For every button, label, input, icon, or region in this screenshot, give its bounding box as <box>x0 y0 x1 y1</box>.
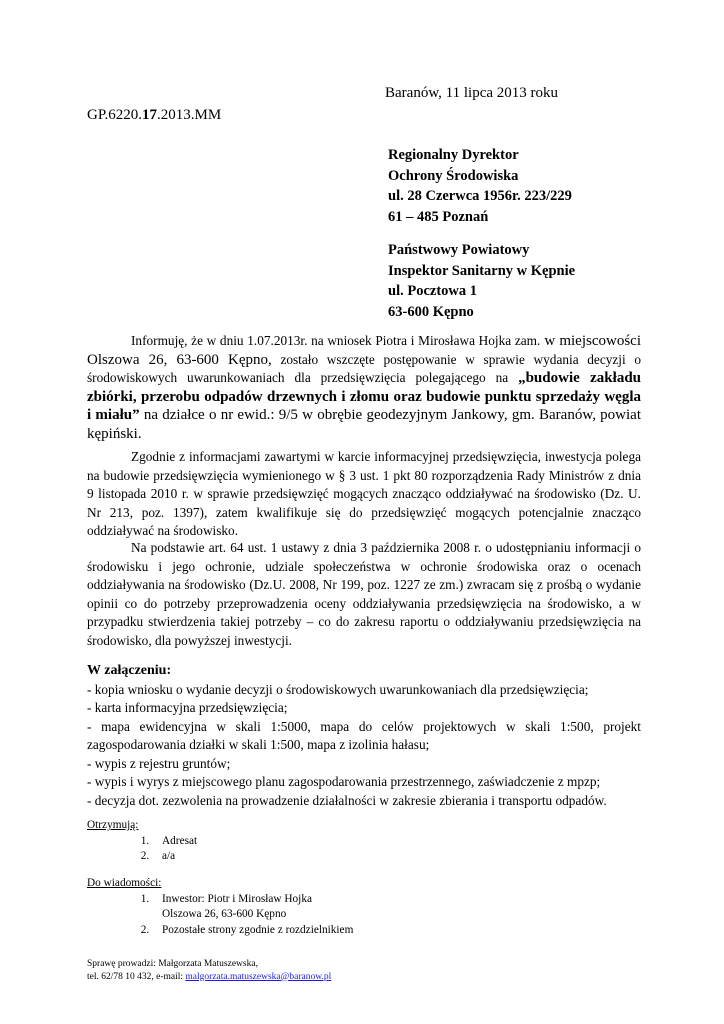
addressee-sanepid <box>388 240 575 322</box>
p1-part-b: w miejscowości Olszowa 26, 63-600 Kępno, <box>87 333 641 368</box>
reference-number <box>87 107 221 124</box>
cc-section <box>87 876 353 938</box>
cc-investor-address: Olszowa 26, 63-600 Kępno <box>162 908 287 920</box>
attachments-section <box>87 662 641 810</box>
footer-handler: Sprawę prowadzi: Małgorzata Matuszewska, <box>87 959 258 969</box>
p1-project-name: „budowie zakładu zbiórki, przerobu odpadów drzewnych i złomu oraz budowie punktu sprzedaży węgla i miału” <box>87 370 641 423</box>
attachments-title: W załączeniu: <box>87 663 172 678</box>
paragraph-qualification <box>87 448 641 541</box>
attachment-item: - wypis z rejestru gruntów; <box>87 755 231 771</box>
reference-number-bold: 17 <box>142 107 158 123</box>
cc-investor: Inwestor: Piotr i Mirosław Hojka <box>162 892 312 905</box>
attachment-item: - karta informacyjna przedsięwzięcia; <box>87 700 288 715</box>
footer-phone: tel. 62/78 10 432, e-mail: <box>87 971 186 982</box>
recipient-item: 1. Adresat <box>152 834 197 850</box>
addressee-line: Regionalny Dyrektor <box>388 147 519 163</box>
reference-prefix: GP.6220. <box>87 107 143 123</box>
reference-suffix: .2013.MM <box>157 107 222 123</box>
place-date: Baranów, 11 lipca 2013 roku <box>385 85 559 101</box>
p1-part-d: na działce o nr ewid.: 9/5 w obrębie geodezyjnym Jankowy, gm. Baranów, powiat kępiński. <box>87 407 642 442</box>
cc-item <box>152 892 353 923</box>
recipient-item: 2. a/a <box>152 849 197 865</box>
footer-contact <box>87 958 331 983</box>
addressee-rdos <box>388 145 572 227</box>
recipients-section <box>87 818 197 865</box>
addressee-line: Ochrony Środowiska <box>388 167 519 184</box>
attachment-item: - kopia wniosku o wydanie decyzji o środowiskowych uwarunkowaniach dla przedsięwzięcia; <box>87 681 589 697</box>
email-link[interactable]: malgorzata.matuszewska@baranow.pl <box>185 971 332 982</box>
paragraph-notice <box>87 332 641 443</box>
footer-contact-line <box>87 971 331 984</box>
p1-part-a: Informuję, że w dniu 1.07.2013r. na wniosek Piotra i Mirosława Hojka zam. <box>131 333 541 348</box>
recipients-title: Otrzymują: <box>87 819 139 831</box>
cc-title: Do wiadomości: <box>87 877 162 889</box>
p1-part-c: zostało wszczęte postępowanie w sprawie wydania decyzji o środowiskowych uwarunkowaniach dla przedsięwzięcia polegającego na <box>87 351 641 385</box>
addressee-line: 63-600 Kępno <box>388 303 474 320</box>
addressee-line: Państwowy Powiatowy <box>388 242 530 258</box>
addressee-line: 61 – 485 Poznań <box>388 208 489 225</box>
addressee-line: ul. Pocztowa 1 <box>388 283 477 299</box>
cc-item: 2. Pozostałe strony zgodnie z rozdzielnikiem <box>152 923 353 939</box>
addressee-line: Inspektor Sanitarny w Kępnie <box>388 262 576 279</box>
attachment-item: - wypis i wyrys z miejscowego planu zagospodarowania przestrzennego, zaświadczenie z mpzp; <box>87 774 601 789</box>
attachment-item: - mapa ewidencyjna w skali 1:5000, mapa do celów projektowych w skali 1:500, projekt zagospodarowania działki w skali 1:500, mapa z izolinia hałasu; <box>87 718 641 752</box>
p2-text: Zgodnie z informacjami zawartymi w karcie informacyjnej przedsięwzięcia, inwestycja polega na budowie przedsięwzięcia wymienionego w § 3 ust. 1 pkt 80 rozporządzenia Rady Ministrów z dnia 9 listopada 2010 r. w sprawie przedsięwzięć mogących znacząco oddziaływać na środowisko (Dz. U. Nr 213, poz. 1397), zatem kwalifikuje się do przedsięwzięć mogących potencjalnie znacząco oddziaływać na środowisko. <box>87 449 641 538</box>
p3-text: Na podstawie art. 64 ust. 1 ustawy z dnia 3 października 2008 r. o udostępnianiu informacji o środowisku i jego ochronie, udziale społeczeństwa w ochronie środowiska oraz o ocenach oddziaływania na środowisko (Dz.U. 2008, Nr 199, poz. 1227 ze zm.) zwracam się z prośbą o wydanie opinii co do potrzeby przeprowadzenia oceny oddziaływania przedsięwzięcia na środowisko, a w przypadku stwierdzenia takiej potrzeby – co do zakresu raportu o oddziaływaniu przedsięwzięcia na środowisko, dla powyższej inwestycji. <box>87 540 641 648</box>
addressee-line: ul. 28 Czerwca 1956r. 223/229 <box>388 188 572 204</box>
attachment-item: - decyzja dot. zezwolenia na prowadzenie działalności w zakresie zbierania i transportu odpadów. <box>87 792 607 808</box>
paragraph-request <box>87 539 641 650</box>
